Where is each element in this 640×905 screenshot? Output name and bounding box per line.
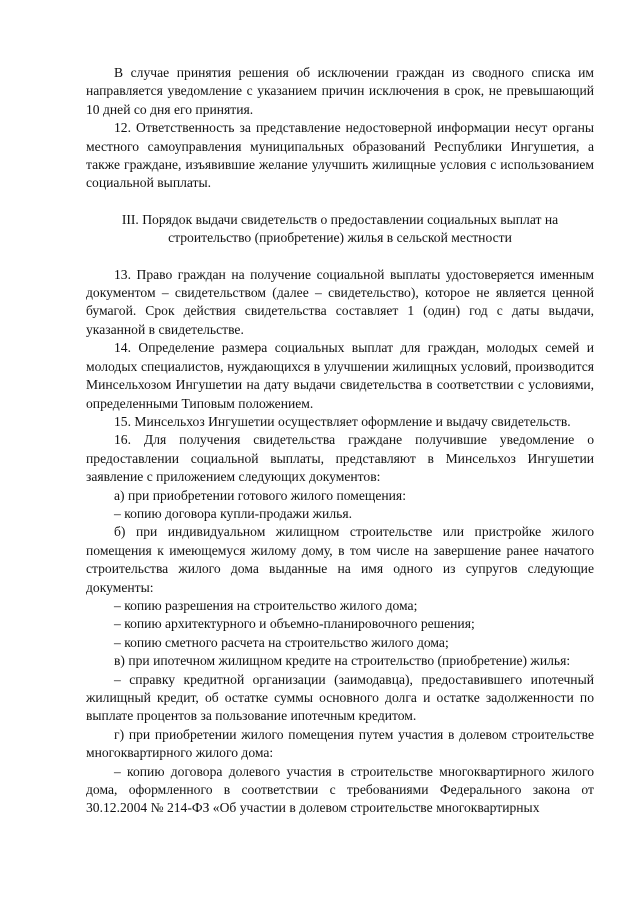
document-body bbox=[86, 64, 594, 818]
paragraph-14: 14. Определение размера социальных выплат для граждан, молодых семей и молодых специалистов, нуждающихся в улучшении жилищных условий, производится Минсельхозом Ингушетии на дату выдачи свидетельства в соответствии с условиями, определенными Типовым положением. bbox=[86, 340, 594, 411]
paragraph-16: 16. Для получения свидетельства граждане получившие уведомление о предоставлении социальной выплаты, представляют в Минсельхоз Ингушетии заявление с приложением следующих документов: bbox=[86, 432, 594, 485]
paragraph-exclusion-notice: В случае принятия решения об исключении граждан из сводного списка им направляется уведомление с указанием причин исключения в срок, не превышающий 10 дней со дня его принятия. bbox=[86, 65, 594, 117]
spacer bbox=[86, 193, 594, 211]
list-item-b-doc-3: – копию сметного расчета на строительство жилого дома; bbox=[114, 634, 449, 650]
list-item-b-doc-2: – копию архитектурного и объемно-планировочного решения; bbox=[114, 616, 475, 632]
list-item-v-doc: – справку кредитной организации (заимодавца), предоставившего ипотечный жилищный кредит, об остатке суммы основного долга и остатке задолженности по выплате процентов за пользование ипотечным кредитом. bbox=[86, 671, 594, 724]
paragraph-13: 13. Право граждан на получение социальной выплаты удостоверяется именным документом – свидетельством (далее – свидетельство), которое не является ценной бумагой. Срок действия свидетельства составляет 1 (один) год с даты выдачи, указанной в свидетельстве. bbox=[86, 266, 594, 337]
list-item-a-doc: – копию договора купли-продажи жилья. bbox=[114, 505, 352, 521]
paragraph-15: 15. Минсельхоз Ингушетии осуществляет оформление и выдачу свидетельств. bbox=[114, 413, 571, 429]
list-item-v: в) при ипотечном жилищном кредите на строительство (приобретение) жилья: bbox=[114, 653, 571, 669]
list-item-g-doc: – копию договора долевого участия в строительстве многоквартирного жилого дома, оформленного в соответствии с требованиями Федерального закона от 30.12.2004 № 214-ФЗ «Об участии в долевом строительстве многоквартирных bbox=[86, 763, 594, 816]
section-heading: III. Порядок выдачи свидетельств о предоставлении социальных выплат на строительство (приобретение) жилья в сельской местности bbox=[121, 211, 559, 246]
spacer bbox=[86, 248, 594, 266]
list-item-b-doc-1: – копию разрешения на строительство жилого дома; bbox=[114, 597, 418, 613]
list-item-a: а) при приобретении готового жилого помещения: bbox=[114, 487, 406, 503]
list-item-b: б) при индивидуальном жилищном строительстве или пристройке жилого помещения к имеющемуся жилому дому, в том числе на завершение ранее начатого строительства жилого дома выданные на имя одного из супругов следующие документы: bbox=[86, 524, 594, 595]
paragraph-12: 12. Ответственность за представление недостоверной информации несут органы местного самоуправления муниципальных образований Республики Ингушетия, а также граждане, изъявившие желание улучшить жилищные условия с использованием социальной выплаты. bbox=[86, 120, 594, 191]
list-item-g: г) при приобретении жилого помещения путем участия в долевом строительстве многоквартирного жилого дома: bbox=[86, 726, 594, 761]
